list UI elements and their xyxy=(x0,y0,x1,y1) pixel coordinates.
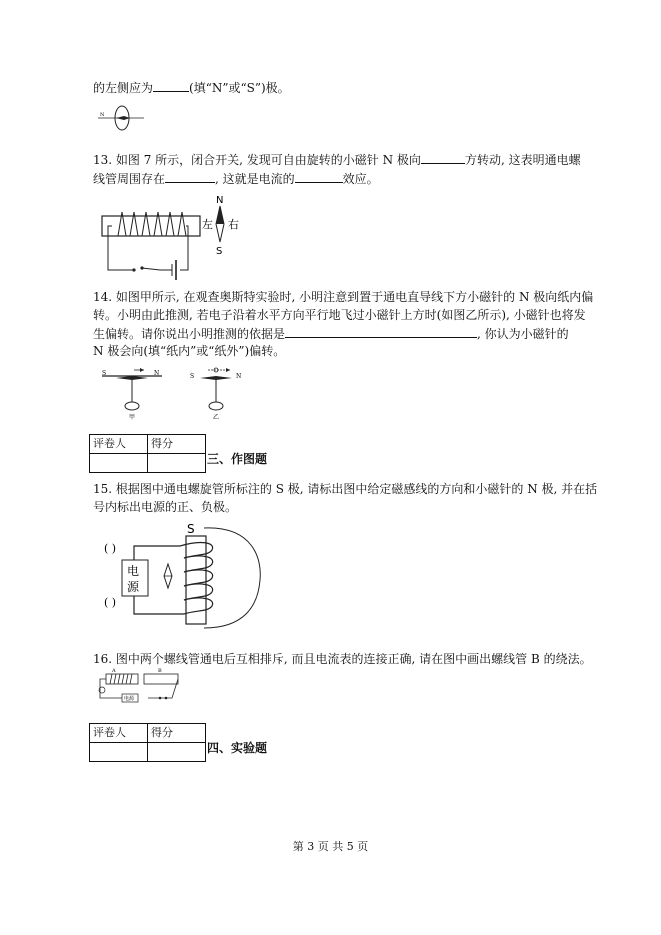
q15-line2: 号内标出电源的正、负极。 xyxy=(93,500,238,514)
q13-label-left: 左 xyxy=(202,218,213,231)
score-table-section3 xyxy=(89,434,206,473)
q14-line3 xyxy=(93,325,569,343)
q16-power-label: 电源 xyxy=(124,696,135,702)
q14-yi-label: 乙 xyxy=(213,414,220,421)
section4-heading: 四、实验题 xyxy=(207,741,268,755)
q14-line1: 14. 如图甲所示, 在观查奥斯特实验时, 小明注意到置于通电直导线下方小磁针的 N 极向纸内偏 xyxy=(93,290,594,304)
q13-blank-field[interactable] xyxy=(165,170,215,183)
page-footer: 第 3 页 共 5 页 xyxy=(292,840,369,853)
q14-yi-s: S xyxy=(190,373,195,380)
score-table2-reviewer-cell[interactable] xyxy=(90,743,148,762)
q14-jia-s: S xyxy=(102,370,107,377)
q13-label-s: S xyxy=(216,246,223,257)
q12-figure xyxy=(96,104,146,134)
score-table-section4 xyxy=(89,723,206,762)
q15-line1: 15. 根据图中通电螺旋管所标注的 S 极, 请标出图中给定磁感线的方向和小磁针的 N 极, 并在括 xyxy=(93,482,598,496)
q14-blank-reason[interactable] xyxy=(285,325,477,338)
score-table-reviewer-cell[interactable] xyxy=(90,454,148,473)
q16-label-b: B xyxy=(158,668,162,674)
q12-text-before: 的左侧应为 xyxy=(93,81,154,95)
q13-label-right: 右 xyxy=(228,218,239,231)
score-table-score-cell[interactable] xyxy=(148,454,206,473)
q12-tail xyxy=(93,79,290,97)
q14-jia-label: 甲 xyxy=(129,414,136,421)
q13-blank-direction[interactable] xyxy=(421,151,465,164)
q14-line4: N 极会向(填“纸内”或“纸外”)偏转。 xyxy=(93,344,286,358)
q15-solenoid-figure xyxy=(104,520,264,632)
section3-heading: 三、作图题 xyxy=(207,452,268,466)
q14-figure-yi xyxy=(186,366,250,422)
q15-power-char2: 源 xyxy=(127,580,140,594)
q13-line2-c: 效应。 xyxy=(342,172,379,186)
q16-label-a: A xyxy=(112,668,116,674)
q15-label-s: S xyxy=(187,522,195,536)
q13-blank-effect[interactable] xyxy=(295,170,343,183)
q12-text-after: (填“N”或“S”)极。 xyxy=(189,81,290,95)
q13-line2-b: , 这就是电流的 xyxy=(215,172,295,186)
score-table-reviewer: 评卷人 xyxy=(90,435,148,454)
q13-line1-b: 方转动, 这表明通电螺 xyxy=(464,153,581,167)
q13-line2 xyxy=(93,170,379,188)
q16-solenoids-figure xyxy=(92,668,186,708)
q13-line2-a: 线管周围存在 xyxy=(93,172,166,186)
q13-solenoid-figure xyxy=(96,192,246,274)
q14-line3-a: 生偏转。请你说出小明推测的依据是 xyxy=(93,327,286,341)
score-table2-score: 得分 xyxy=(148,724,206,743)
score-table2-reviewer: 评卷人 xyxy=(90,724,148,743)
q15-bracket-top[interactable]: ( ) xyxy=(104,542,117,555)
q13-label-n: N xyxy=(216,195,224,206)
score-table-score: 得分 xyxy=(148,435,206,454)
q12-answer-blank[interactable] xyxy=(153,79,189,92)
q13-line1 xyxy=(93,151,581,169)
q15-bracket-bottom[interactable]: ( ) xyxy=(104,596,117,609)
q16-line1: 16. 图中两个螺线管通电后互相排斥, 而且电流表的连接正确, 请在图中画出螺线管 B 的绕法。 xyxy=(93,652,592,666)
q14-figure-jia xyxy=(100,366,164,422)
q15-power-char1: 电 xyxy=(127,564,140,578)
q13-line1-a: 13. 如图 7 所示，闭合开关, 发现可自由旋转的小磁针 N 极向 xyxy=(93,153,421,167)
score-table2-score-cell[interactable] xyxy=(148,743,206,762)
svg-text:N: N xyxy=(100,112,105,118)
q14-line2: 转。小明由此推测, 若电子沿着水平方向平行地飞过小磁针上方时(如图乙所示), 小磁针也将发 xyxy=(93,308,586,322)
q14-jia-n: N xyxy=(154,370,160,377)
q14-yi-n: N xyxy=(236,373,242,380)
q14-line3-b: , 你认为小磁针的 xyxy=(477,327,569,341)
